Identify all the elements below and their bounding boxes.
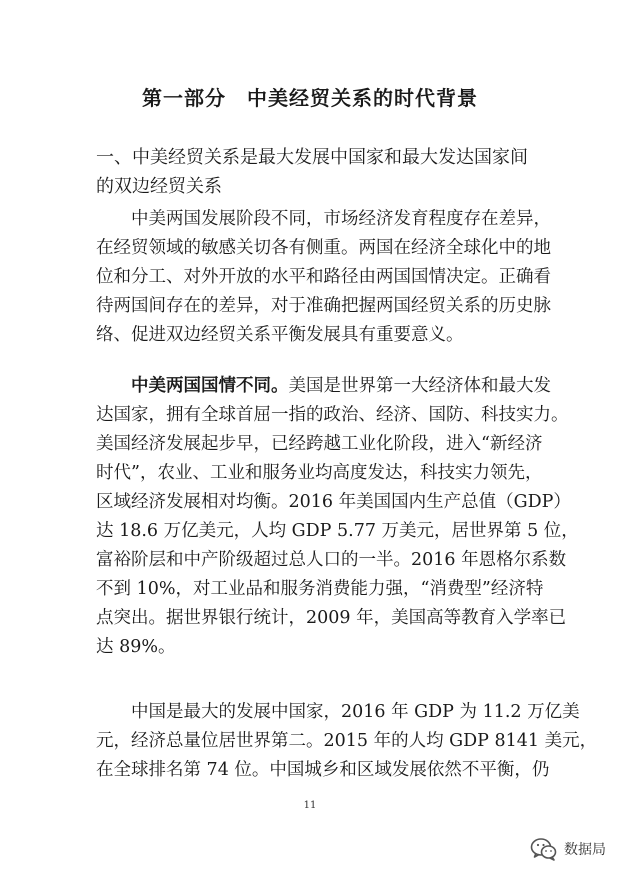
- paragraph-line: 络、促进双边经贸关系平衡发展具有重要意义。: [96, 325, 464, 345]
- section-heading-line: 一、中美经贸关系是最大发展中国家和最大发达国家间: [96, 147, 528, 168]
- paragraph-line: 中国是最大的发展中国家，2016 年 GDP 为 11.2 万亿美: [131, 702, 580, 722]
- paragraph-line: 待两国间存在的差异，对于准确把握两国经贸关系的历史脉: [96, 296, 551, 316]
- page-title: 第一部分 中美经贸关系的时代背景: [142, 86, 478, 110]
- paragraph-line: 达 18.6 万亿美元，人均 GDP 5.77 万美元，居世界第 5 位，: [96, 521, 579, 541]
- paragraph-line: [96, 372, 551, 401]
- paragraph-line: 中美两国发展阶段不同，市场经济发育程度存在差异，: [131, 209, 551, 229]
- paragraph-line: 达 89%。: [96, 637, 176, 657]
- paragraph-line: 富裕阶层和中产阶级超过总人口的一半。2016 年恩格尔系数: [96, 550, 567, 570]
- paragraph-2: [96, 372, 579, 662]
- paragraph-line: 点突出。据世界银行统计，2009 年，美国高等教育入学率已: [96, 608, 567, 628]
- paragraph-line: 美国经济发展起步早，已经跨越工业化阶段，进入“新经济: [96, 434, 543, 454]
- paragraph-line: 区域经济发展相对均衡。2016 年美国国内生产总值（GDP）: [96, 492, 571, 512]
- paragraph-line: 在全球排名第 74 位。中国城乡和区域发展依然不平衡，仍: [96, 760, 550, 780]
- paragraph-line-rest: 美国是世界第一大经济体和最大发: [288, 376, 551, 396]
- paragraph-line: 时代”，农业、工业和服务业均高度发达，科技实力领先，: [96, 463, 543, 483]
- paragraph-line: 达国家，拥有全球首屈一指的政治、经济、国防、科技实力。: [96, 405, 569, 425]
- paragraph-3: [96, 698, 598, 785]
- page-number: 11: [303, 800, 317, 811]
- paragraph-line: 不到 10%，对工业品和服务消费能力强，“消费型”经济特: [96, 579, 544, 599]
- section-heading: [96, 143, 536, 201]
- paragraph-line: 位和分工、对外开放的水平和路径由两国国情决定。正确看: [96, 267, 551, 287]
- paragraph-1: [96, 205, 551, 350]
- bold-lead: 中美两国国情不同。: [131, 376, 289, 396]
- paragraph-line: 在经贸领域的敏感关切各有侧重。两国在经济全球化中的地: [96, 238, 551, 258]
- watermark: [530, 836, 606, 862]
- paragraph-line: 元，经济总量位居世界第二。2015 年的人均 GDP 8141 美元，: [96, 731, 598, 751]
- section-heading-line: 的双边经贸关系: [96, 176, 222, 197]
- wechat-icon: [530, 836, 558, 862]
- watermark-text: 数据局: [564, 842, 606, 858]
